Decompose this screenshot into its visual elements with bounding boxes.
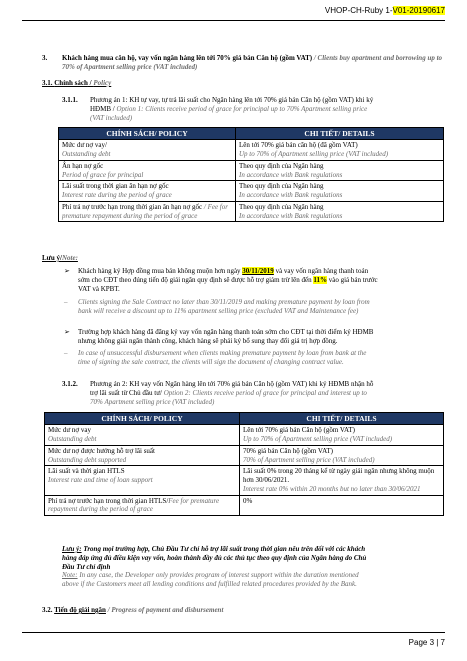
note-2: Lưu ý: Trong mọi trường hợp, Chủ Đầu Tư chỉ hỗ trợ lãi suất trong thời gian nêu trên đối với các khách hàng đáp ứng đủ điều kiện vay vốn, hoàn thành đầy đủ các thủ tục theo quy định của Ngân hàng do Chủ Đầu Tư chỉ định Note: In any case, the Developer only provides program of interest support within the duration mentioned above if the Customers meet all lending conditions and fulfilled related procedures provided by the Bank. [62,545,367,588]
document-version: V01-20190617 [392,6,445,15]
note-1-bullet-2-en: In case of unsuccessful disbursement when clients making premature payment by loan from bank at the time of signing the sale contract, the clients will sign the document of changing contract value. [78,349,367,366]
table-header-details: CHI TIẾT/ DETAILS [240,413,444,425]
note-1-label: Lưu ý/Note: [42,254,78,262]
section-3-number: 3. [42,54,48,62]
option-1-policy-table [58,127,444,222]
table-row: Mức dư nợ vay Outstanding debt Lên tới 70% giá bán Căn hộ (gồm VAT) Up to 70% of Apartment selling price (VAT included) [45,425,444,446]
header-divider [22,20,445,21]
section-3-title [62,54,447,72]
table-header-policy: CHÍNH SÁCH/ POLICY [45,413,240,425]
footer-divider [22,632,445,633]
bullet-icon: ➢ [64,267,70,275]
option-1-description [90,96,450,122]
note-1-bullet-2: Trường hợp khách hàng đã đăng ký vay vốn ngân hàng thanh toán sớm cho CĐT tại thời điểm ký HĐMB nhưng không giải ngân thành công, khách hàng sẽ phải ký bổ sung thay đổi giá trị hợp đồng. [78,328,374,345]
section-3-2-title-vi: Tiến độ giải ngân [54,606,106,614]
section-3-1-1-number: 3.1.1. [62,96,78,104]
note-1-bullet-1-en: Clients signing the Sale Contract no later than 30/11/2019 and making premature payment by loan from bank will receive a discount up to 11% apartment selling price (excluded VAT and Maintenance fee) [78,298,370,315]
table-row: Phí trả nợ trước hạn trong thời gian HTLS/Fee for premature repayment during the period of grace 0% [45,495,444,516]
table-row: Phí trả nợ trước hạn trong thời gian ân hạn nợ gốc / Fee for premature repayment during the period of grace Theo quy định của Ngân hàng In accordance with Bank regulations [59,201,444,222]
section-3-title-vi: Khách hàng mua căn hộ, vay vốn ngân hàng lên tới 70% giá bán Căn hộ (gồm VAT) [62,54,313,62]
section-3-1-number: 3.1. [42,79,53,87]
deadline-date: 30/11/2019 [242,267,274,275]
table-row: Ân hạn nợ gốc Period of grace for principal Theo quy định của Ngân hàng In accordance with Bank regulations [59,160,444,181]
option-2-description: Phương án 2: KH vay vốn Ngân hàng lên tới 70% giá bán Căn hộ (gồm VAT) khi ký HĐMB nhận hỗ trợ lãi suất từ Chủ đầu tư/ Option 2: Clients receive period of grace for principal and interest up to 70% Apartment selling price (VAT included) [90,380,374,406]
section-3-title-en: / Clients buy apartment and borrowing up to 70% of Apartment selling price (VAT included) [62,54,443,71]
section-3-1: 3.1. Chính sách / Policy [42,79,112,87]
table-row: Mức dư nợ được hưởng hỗ trợ lãi suất Outstanding debt supported 70% giá bán Căn hộ (gồm VAT) 70% of Apartment selling price (VAT included) [45,445,444,466]
section-3-2 [42,606,223,615]
table-header-details: CHI TIẾT/ DETAILS [236,128,444,140]
option-2-policy-table [44,412,444,516]
section-3-1-2-number: 3.1.2. [62,380,78,388]
document-code [325,6,445,16]
page-number: Page 3 | 7 [408,638,445,647]
option-1-line-3: (VAT included) [90,113,133,122]
bullet-icon: – [64,298,68,306]
table-row: Mức dư nợ vay/ Outstanding debt Lên tới 70% giá bán căn hộ (đã gồm VAT) Up to 70% of Apartment selling price (VAT included) [59,140,444,161]
option-1-line-1: Phương án 1: KH tự vay, tự trả lãi suất cho Ngân hàng lên tới 70% giá bán Căn hộ (gồm VAT) khi ký [90,96,374,104]
document-code-prefix: VHOP-CH-Ruby 1- [324,6,393,15]
bullet-icon: – [64,349,68,357]
section-3-2-number: 3.2. [42,606,53,614]
bullet-icon: ➢ [64,328,70,336]
table-row: Lãi suất trong thời gian ân hạn nợ gốc Interest rate during the period of grace Theo quy định của Ngân hàng In accordance with Bank regulations [59,181,444,202]
table-row: Lãi suất và thời gian HTLS Interest rate and time of loan support Lãi suất 0% trong 20 tháng kể từ ngày giải ngân nhưng không muộn hơn 30/06/2021. Interest rate 0% within 20 months but no later than 30/06/2021 [45,466,444,495]
section-3-1-title-vi: Chính sách [54,79,88,87]
option-1-line-2: HĐMB / Option 1: Clients receive period of grace for principal up to 70% Apartment selling price [90,104,368,113]
discount-percent: 11% [313,275,327,284]
section-3-2-title-en: / Progress of payment and disbursement [105,606,224,614]
note-1-bullet-1: Khách hàng ký Hợp đồng mua bán không muộn hơn ngày 30/11/2019 và vay vốn ngân hàng thanh toán sớm cho CĐT theo đúng tiến độ giải ngân quy định sẽ được hỗ trợ giảm trừ lên đến 11% vào giá bán trước VAT và KPBT. [78,267,378,293]
table-header-policy: CHÍNH SÁCH/ POLICY [59,128,236,140]
section-3-1-title-en: Policy [93,79,112,87]
